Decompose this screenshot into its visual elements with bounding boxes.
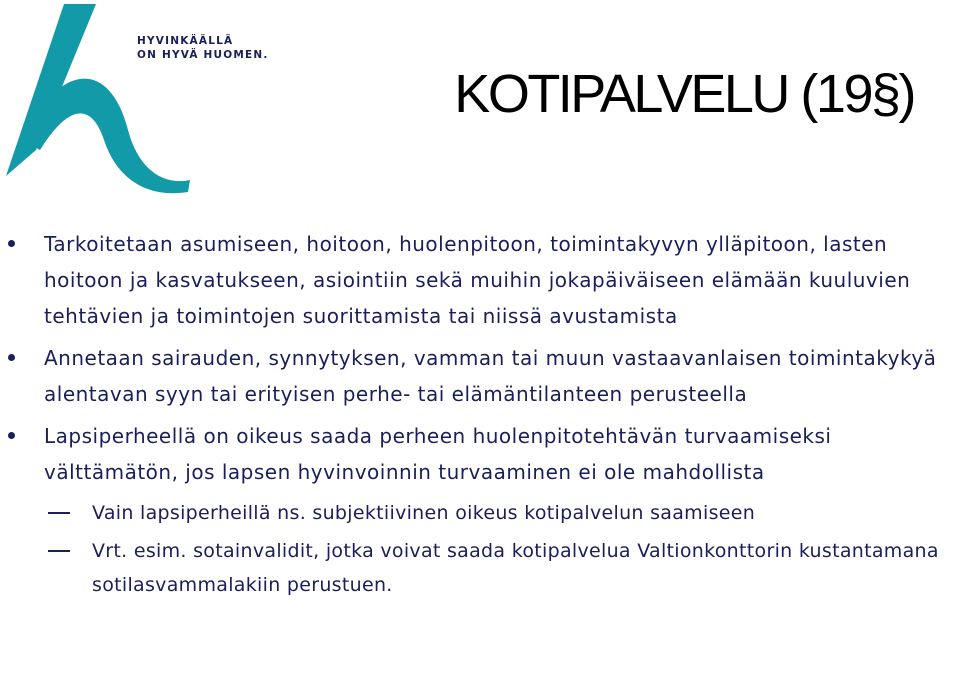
list-item — [0, 340, 960, 412]
sub-bullet-text: Vain lapsiperheillä ns. subjektiivinen oikeus kotipalvelun saamiseen — [92, 502, 756, 524]
bullet-text: Tarkoitetaan asumiseen, hoitoon, huolenpitoon, toimintakyvyn ylläpitoon, lasten hoitoon ja kasvatukseen, asiointiin sekä muihin jokapäiväiseen elämään kuuluvien tehtävien ja toimintojen suorittamista tai niissä avustamista — [44, 232, 911, 328]
slide-title: KOTIPALVELU (19§) — [454, 64, 914, 124]
sub-list-item — [0, 496, 960, 530]
bullet-text: Lapsiperheellä on oikeus saada perheen huolenpitotehtävän turvaamiseksi välttämätön, jos lapsen hyvinvoinnin turvaaminen ei ole mahdollista — [44, 424, 832, 484]
slogan-line-2: ON HYVÄ HUOMEN. — [137, 49, 269, 61]
bullet-text: Annetaan sairauden, synnytyksen, vamman tai muun vastaavanlaisen toimintakykyä alentavan syyn tai erityisen perhe- tai elämäntilanteen perusteella — [44, 346, 937, 406]
bullet-dot-icon — [8, 240, 15, 247]
sub-bullet-text: Vrt. esim. sotainvalidit, jotka voivat saada kotipalvelua Valtionkonttorin kustantamana sotilasvammalakiin perustuen. — [92, 540, 939, 596]
list-item — [0, 418, 960, 490]
slogan-line-1: HYVINKÄÄLLÄ — [137, 35, 234, 47]
list-item — [0, 226, 960, 334]
bullet-list — [0, 226, 960, 606]
dash-icon — [48, 512, 70, 514]
hyvinkaa-h-logo-icon — [0, 0, 200, 195]
bullet-dot-icon — [8, 432, 15, 439]
bullet-dot-icon — [8, 354, 15, 361]
logo-slogan — [137, 34, 269, 62]
dash-icon — [48, 550, 70, 552]
sub-list-item — [0, 534, 960, 602]
